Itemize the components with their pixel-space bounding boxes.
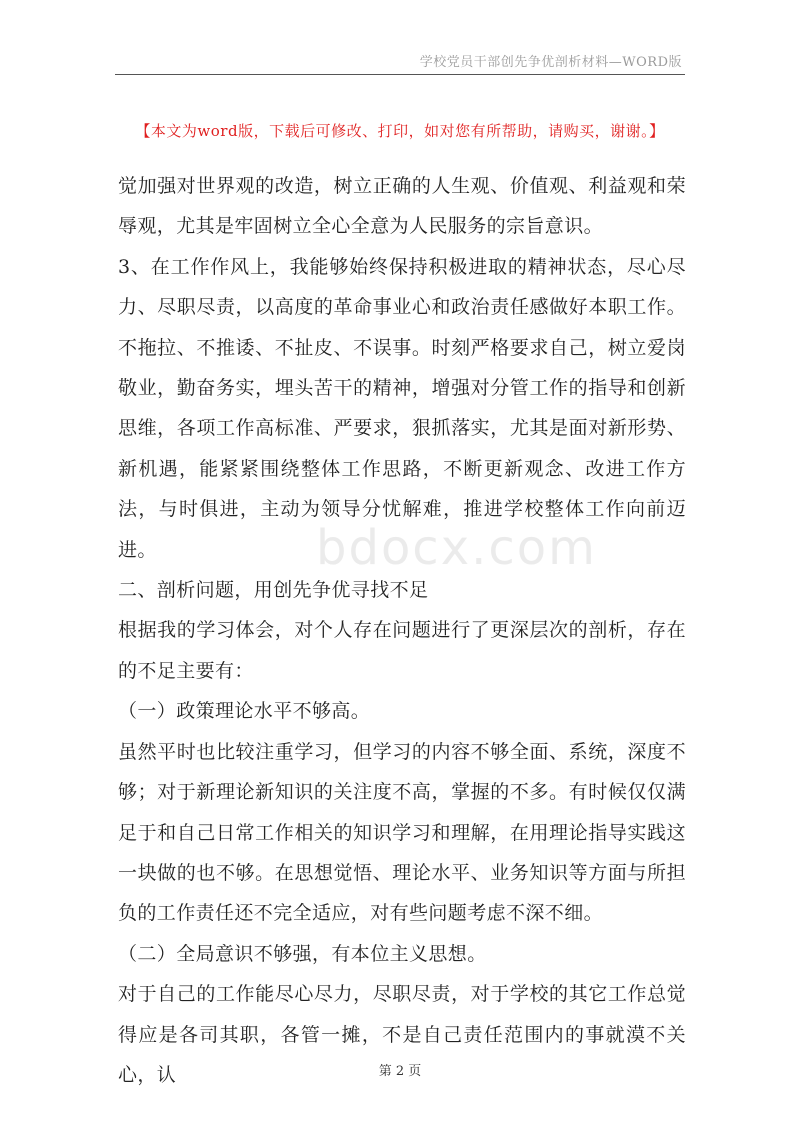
paragraph-intro-shortcomings: 根据我的学习体会，对个人存在问题进行了更深层次的剖析，存在的不足主要有： — [118, 619, 686, 682]
paragraph-theory-level: 虽然平时也比较注重学习，但学习的内容不够全面、系统，深度不够；对于新理论新知识的关注度不高，掌握的不多。有时候仅仅满足于和自己日常工作相关的知识学习和理解，在用理论指导实践这一块做的也不够。在思想觉悟、理论水平、业务知识等方面与所担负的工作责任还不完全适应，对有些问题考虑不深不细。 — [118, 740, 686, 925]
subheading-overall-awareness: （二）全局意识不够强，有本位主义思想。 — [118, 942, 487, 965]
section-heading-problems: 二、剖析问题，用创先争优寻找不足 — [118, 579, 429, 602]
paragraph-overall-awareness: 对于自己的工作能尽心尽力，尽职尽责，对于学校的其它工作总觉得应是各司其职，各管一摊，不是自己责任范围内的事就漠不关心，认 — [118, 983, 686, 1086]
watermark: bdocx.com — [316, 520, 597, 576]
document-body — [118, 166, 686, 1095]
paragraph-worldview: 觉加强对世界观的改造，树立正确的人生观、价值观、利益观和荣辱观，尤其是牢固树立全心全意为人民服务的宗旨意识。 — [118, 175, 686, 238]
page-number: 第 2 页 — [378, 1064, 422, 1079]
document-header-title: 学校党员干部创先争优剖析材料—WORD版 — [419, 55, 682, 70]
header-divider — [115, 74, 685, 75]
paragraph-work-style: 3、在工作作风上，我能够始终保持积极进取的精神状态，尽心尽力、尽职尽责，以高度的革命事业心和政治责任感做好本职工作。不拖拉、不推诿、不扯皮、不误事。时刻严格要求自己，树立爱岗敬业，勤奋务实，埋头苦干的精神，增强对分管工作的指导和创新思维，各项工作高标准、严要求，狠抓落实，尤其是面对新形势、新机遇，能紧紧围绕整体工作思路，不断更新观念、改进工作方法，与时俱进，主动为领导分忧解难，推进学校整体工作向前迈进。 — [118, 255, 686, 561]
download-notice: 【本文为word版，下载后可修改、打印，如对您有所帮助，请购买，谢谢。】 — [135, 122, 665, 140]
subheading-theory-level: （一）政策理论水平不够高。 — [118, 700, 371, 723]
